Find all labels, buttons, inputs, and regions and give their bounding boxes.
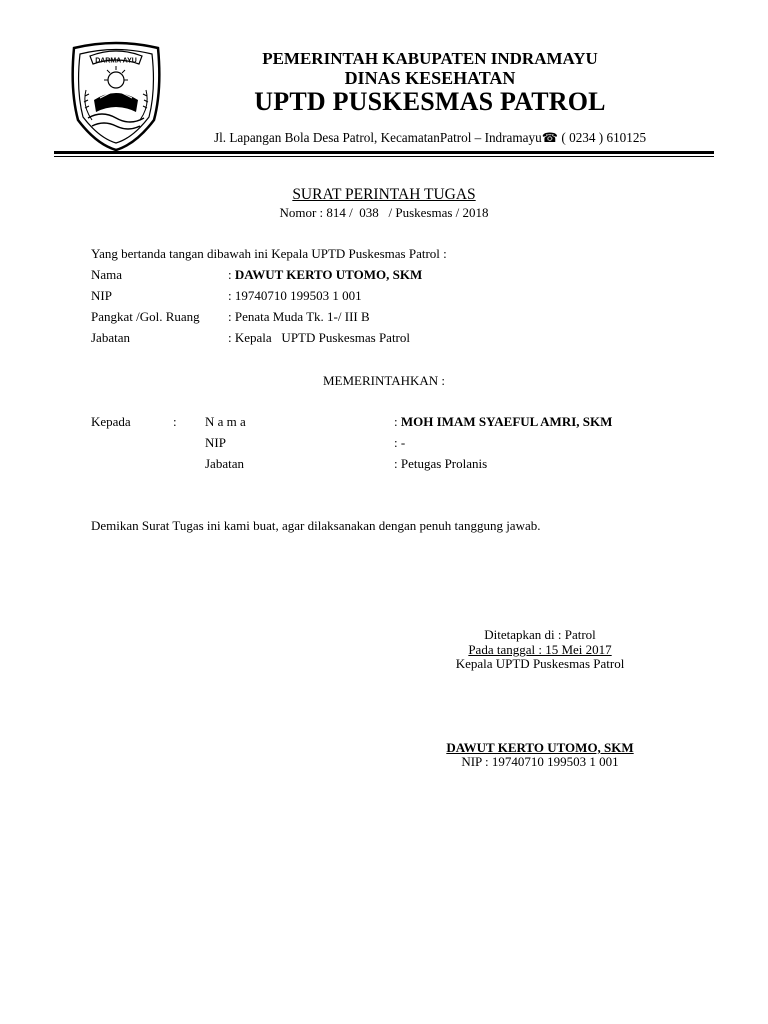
signer-position-label: Jabatan [91, 330, 130, 345]
phone-number: ( 0234 ) 610125 [558, 130, 647, 145]
signer-position-value: : Kepala UPTD Puskesmas Patrol [228, 330, 410, 345]
phone-icon: ☎ [541, 130, 559, 145]
header-department: DINAS KESEHATAN [344, 68, 516, 88]
intro-text: Yang bertanda tangan dibawah ini Kepala UPTD Puskesmas Patrol : [91, 246, 447, 261]
signer-name-label: Nama [91, 267, 123, 282]
recipient-to-colon: : [173, 414, 177, 429]
signer-signature-nip: NIP : 19740710 199503 1 001 [461, 754, 619, 769]
signer-nip-value: : 19740710 199503 1 001 [228, 288, 362, 303]
logo-motto: DARMA AYU [95, 57, 137, 65]
signer-rank-label: Pangkat /Gol. Ruang [91, 309, 200, 324]
header-address-line [150, 130, 710, 146]
header-institution: UPTD PUSKESMAS PATROL [254, 87, 606, 116]
recipient-nip-label: NIP [205, 435, 226, 450]
address-text: Jl. Lapangan Bola Desa Patrol, KecamatanPatrol – Indramayu [213, 130, 542, 145]
recipient-name-value: : MOH IMAM SYAEFUL AMRI, SKM [394, 414, 613, 429]
signer-rank-value: : Penata Muda Tk. 1-/ III B [228, 309, 370, 324]
recipient-position-value: : Petugas Prolanis [394, 456, 488, 471]
closing-text: Demikan Surat Tugas ini kami buat, agar dilaksanakan dengan penuh tanggung jawab. [91, 518, 541, 533]
recipient-nip-value: : - [394, 435, 406, 450]
header-government: PEMERINTAH KABUPATEN INDRAMAYU [262, 49, 598, 68]
recipient-to-label: Kepada [91, 414, 131, 429]
issued-place: Ditetapkan di : Patrol [484, 627, 596, 642]
signer-nip-label: NIP [91, 288, 112, 303]
letter-title: SURAT PERINTAH TUGAS [292, 186, 476, 203]
signer-signature-name: DAWUT KERTO UTOMO, SKM [446, 740, 634, 755]
command-heading: MEMERINTAHKAN : [322, 373, 446, 388]
header-divider-thick [54, 151, 714, 154]
header-divider-thin [54, 156, 714, 157]
recipient-position-label: Jabatan [205, 456, 244, 471]
letter-number: Nomor : 814 / 038 / Puskesmas / 2018 [279, 205, 489, 220]
signer-name-value: : DAWUT KERTO UTOMO, SKM [228, 267, 423, 282]
recipient-name-label: N a m a [205, 414, 246, 429]
issued-date: Pada tanggal : 15 Mei 2017 [468, 642, 612, 657]
signer-position-title: Kepala UPTD Puskesmas Patrol [455, 656, 625, 671]
